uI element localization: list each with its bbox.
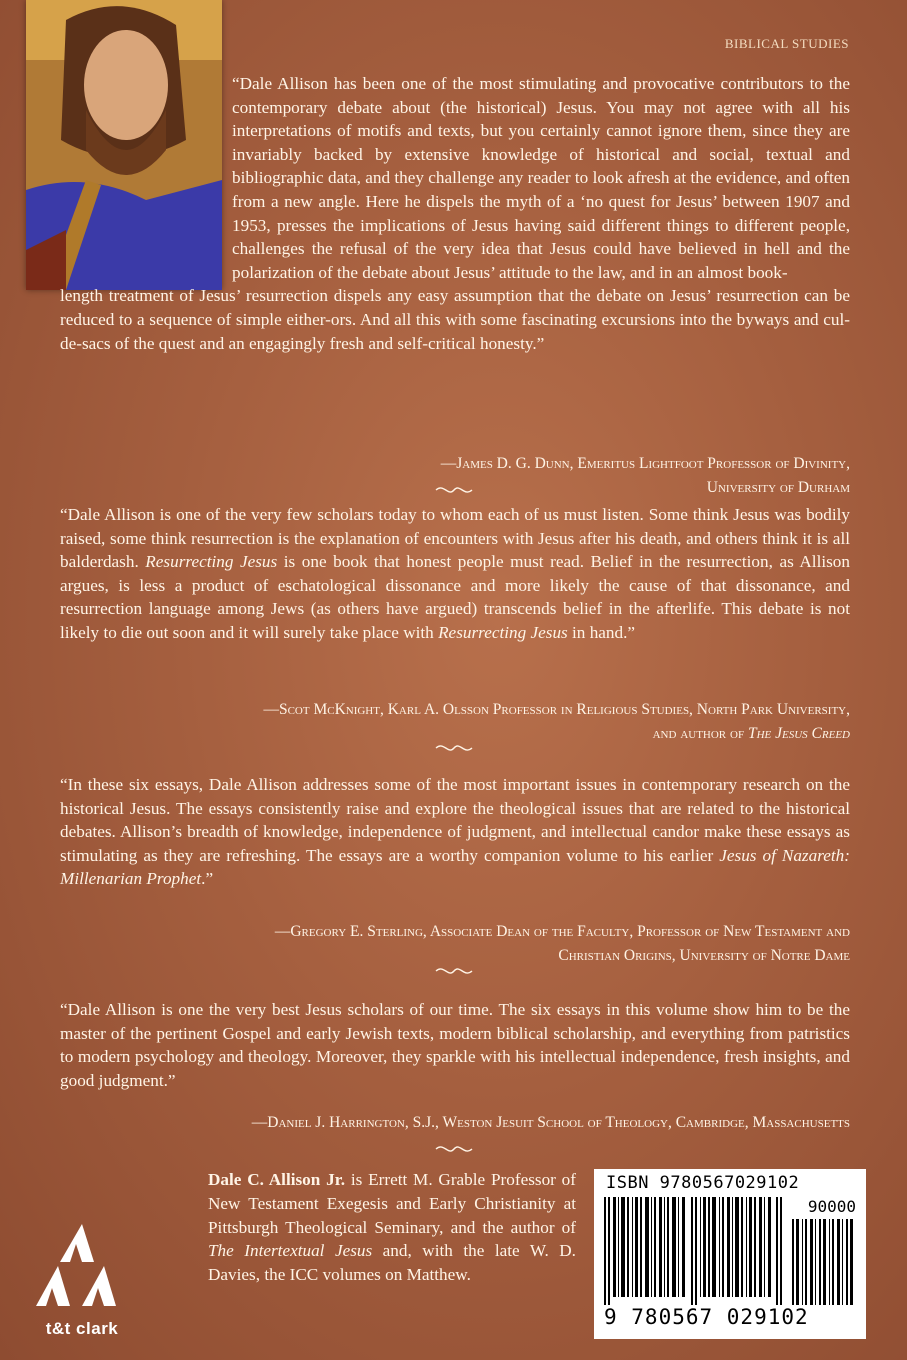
quote-2-attribution	[263, 698, 850, 745]
endorsement-quote-2	[60, 503, 850, 645]
quote-3-attribution-line1: —Gregory E. Sterling, Associate Dean of the Faculty, Professor of New Testament and	[274, 923, 850, 940]
bio-part2: and, with the late W. D. Davies, the ICC volumes on Matthew.	[208, 1241, 576, 1285]
author-bio	[208, 1168, 576, 1287]
publisher-logo	[34, 1222, 130, 1342]
quote-2-part2: is one book that honest people must read. Belief in the resurrection, as Allison argues, is less a product of eschatological dissonance and more likely the cause of that dissonance, and resurrection language among Jews (as others have argued) transcends belief in the afterlife. This debate is not likely to die out soon and it will surely take place with	[60, 552, 850, 642]
author-name: Dale C. Allison Jr.	[208, 1170, 346, 1189]
ornament-divider	[0, 741, 907, 760]
barcode-digits: 9 780567 029102	[604, 1305, 809, 1329]
quote-2-title2: Resurrecting Jesus	[438, 622, 568, 642]
quote-4-attribution	[252, 1111, 850, 1135]
quote-3-part2: .”	[201, 869, 214, 889]
barcode-addon-number: 90000	[807, 1197, 856, 1216]
quote-2-attribution-line2-title: The Jesus Creed	[747, 724, 850, 742]
quote-1-attribution-line2: University of Durham	[706, 478, 850, 496]
barcode-bars-main	[604, 1197, 788, 1305]
bio-title: The Intertextual Jesus	[208, 1241, 373, 1261]
ornament-divider	[0, 483, 907, 502]
quote-3-title1: Jesus of Nazareth: Millenarian Prophet	[60, 845, 850, 889]
quote-2-attribution-line1: —Scot McKnight, Karl A. Olsson Professor in Religious Studies, North Park University,	[263, 701, 850, 718]
quote-2-title1: Resurrecting Jesus	[145, 552, 278, 572]
ornament-divider	[0, 1142, 907, 1161]
publisher-logo-text: t&t clark	[45, 1319, 119, 1338]
barcode-bars-addon	[792, 1219, 856, 1305]
bio-part1: is Errett M. Grable Professor of New Testament Exegesis and Early Christianity at Pittsburgh Theological Seminary, and the author of	[208, 1170, 576, 1237]
quote-3-attribution	[275, 920, 850, 967]
quote-1-attribution-line1: —James D. G. Dunn, Emeritus Lightfoot Professor of Divinity,	[440, 455, 850, 472]
isbn-label: ISBN 9780567029102	[606, 1173, 800, 1193]
quote-2-part3: in hand.”	[567, 622, 636, 642]
endorsement-quote-3	[60, 773, 850, 891]
quote-4-attribution-line1: —Daniel J. Harrington, S.J., Weston Jesuit School of Theology, Cambridge, Massachusetts	[251, 1114, 850, 1131]
category-label: BIBLICAL STUDIES	[724, 36, 849, 51]
isbn-barcode	[594, 1169, 866, 1339]
quote-2-part1: “Dale Allison is one of the very few scholars today to whom each of us must listen. Some think Jesus was bodily raised, some think resurrection is the explanation of encounters with Jesus after his death, and others think it is all balderdash.	[60, 505, 850, 572]
quote-3-part1: “In these six essays, Dale Allison addresses some of the most important issues in contemporary research on the historical Jesus. The essays consistently raise and explore the theological issues that are related to the historical debates. Allison’s breadth of knowledge, independence of judgment, and intellectual candor make these essays as stimulating as they are refreshing. The essays are a worthy companion volume to his earlier	[60, 775, 850, 865]
publisher-logo-icon	[34, 1222, 130, 1310]
endorsement-quote-4: “Dale Allison is one the very best Jesus scholars of our time. The six essays in this volume show him to be the master of the pertinent Gospel and early Jewish texts, modern biblical scholarship, and everything from patristics to modern psychology and theology. Moreover, they sparkle with his intellectual independence, fresh insights, and good judgment.”	[60, 1000, 850, 1090]
quote-1-lead: “Dale Allison has been one of the most stimulating and provocative contributors to the contemporary debate about (the historical) Jesus. You may not agree with all his interpretations of motifs and texts, but you certainly cannot ignore them, since they are invariably backed by extensive knowledge of historical and social, textual and bibliographic data, and they challenge any reader to look afresh at the evidence, and often from a new angle. Here he dispels the myth of a ‘no quest for Jesus’ between 1907 and 1953, presses the implications of Jesus having said different things to different people, challenges the refusal of the very idea that Jesus could have believed in hell and the polarization of the debate about Jesus’ attitude to the law, and in an almost book-	[232, 74, 850, 282]
quote-2-attribution-line2-prefix: and author of	[652, 724, 748, 742]
ornament-divider	[0, 964, 907, 983]
endorsement-quote-1	[60, 72, 850, 355]
quote-1-rest: length treatment of Jesus’ resurrection dispels any easy assumption that the debate on Jesus’ resurrection can be reduced to a sequence of simple either-ors. And all this with some fascinating excursions into the byways and cul-de-sacs of the quest and an engagingly fresh and self-critical honesty.”	[60, 286, 850, 353]
quote-3-attribution-line2: Christian Origins, University of Notre Dame	[558, 946, 850, 964]
